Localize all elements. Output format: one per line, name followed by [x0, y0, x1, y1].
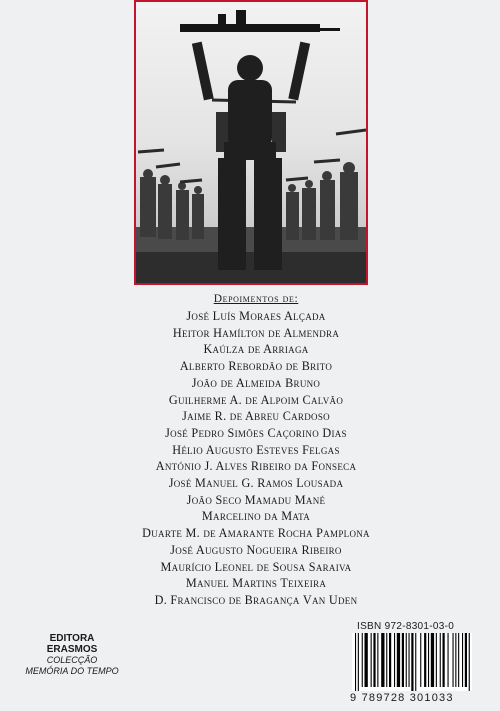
contributor-name: Jaime R. de Abreu Cardoso	[182, 409, 330, 424]
contributor-name: Alberto Rebordão de Brito	[179, 359, 333, 374]
contributor-name: D. Francisco de Bragança Van Uden	[154, 592, 358, 607]
contributors-list	[120, 293, 392, 609]
contributor-name: José Pedro Simões Caçorino Dias	[165, 425, 347, 440]
soldiers-photo	[136, 2, 366, 283]
contributor-name: Kaúlza de Arriaga	[203, 342, 309, 357]
contributor-name: Maurício Leonel de Sousa Saraiva	[160, 559, 352, 574]
collection-name: MEMÓRIA DO TEMPO	[25, 666, 119, 676]
cover-photo	[134, 0, 368, 285]
contributor-name: Guilherme A. de Alpoim Calvão	[168, 392, 344, 407]
contributor-name: José Manuel G. Ramos Lousada	[168, 476, 344, 491]
contributor-name: Manuel Martins Teixeira	[185, 576, 327, 591]
barcode-icon	[352, 633, 472, 691]
contributor-name: José Augusto Nogueira Ribeiro	[170, 542, 342, 557]
contributor-name: António J. Alves Ribeiro da Fonseca	[155, 459, 357, 474]
collection-label: COLECÇÃO	[46, 655, 98, 665]
contributor-name: José Luís Moraes Alçada	[186, 309, 326, 323]
publisher-name-line2: ERASMOS	[46, 644, 98, 655]
barcode-digits: 9 789728 301033	[350, 692, 454, 704]
publisher-name-line1: EDITORA	[49, 633, 95, 644]
contributor-name: Duarte M. de Amarante Rocha Pamplona	[142, 526, 370, 541]
contributors-heading: Depoimentos de:	[213, 293, 299, 305]
contributor-name: Marcelino da Mata	[201, 509, 311, 524]
contributor-name: Heitor Hamílton de Almendra	[172, 325, 340, 340]
names-list	[120, 308, 392, 609]
contributor-name: Hélio Augusto Esteves Felgas	[172, 442, 340, 457]
isbn-label: ISBN 972-8301-03-0	[357, 621, 455, 632]
contributor-name: João de Almeida Bruno	[191, 375, 321, 390]
publisher-block	[22, 633, 122, 677]
contributor-name: João Seco Mamadu Mané	[186, 492, 326, 507]
